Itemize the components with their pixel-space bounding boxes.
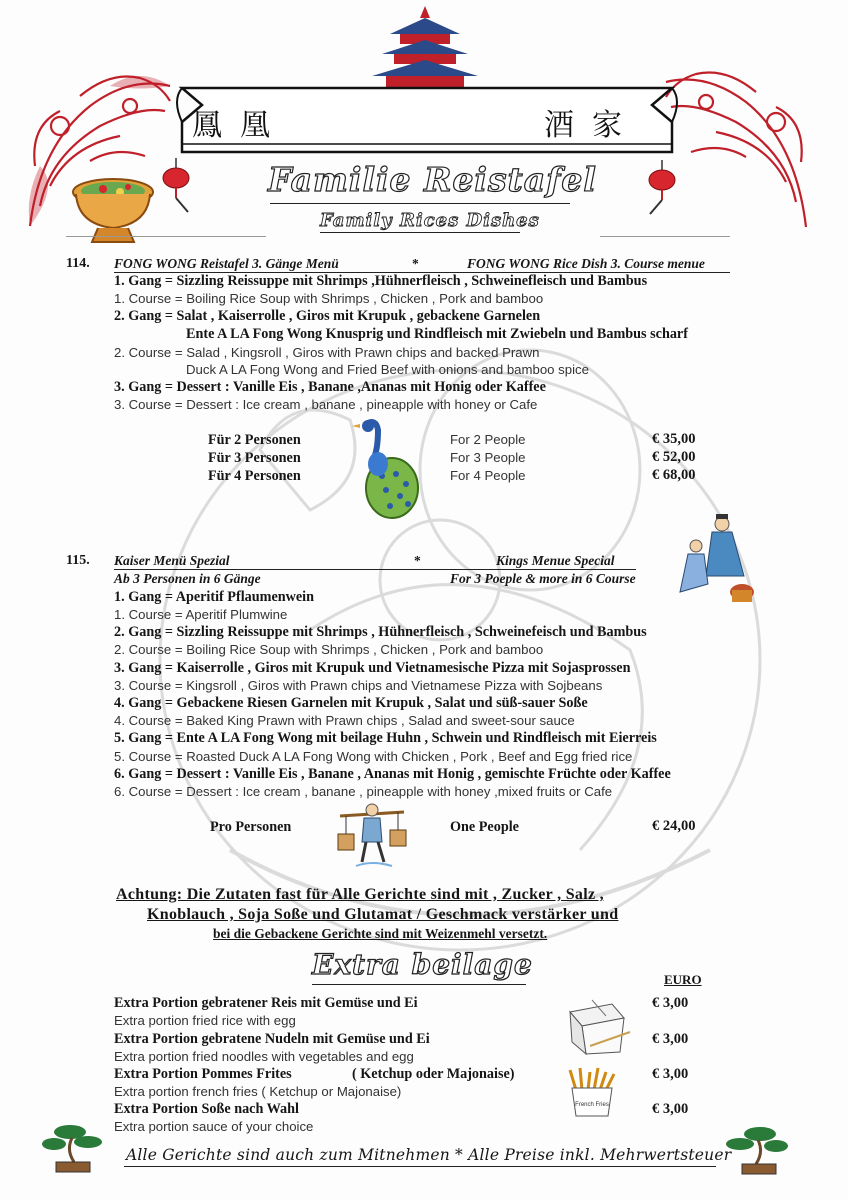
header-divider — [66, 236, 266, 237]
menu-name-en: Kings Menue Special — [496, 553, 615, 568]
price-row-label-de: Pro Personen — [210, 819, 292, 835]
price-value: € 3,00 — [652, 995, 689, 1011]
page-title: Familie Reistafel — [268, 160, 597, 199]
extra-item-en: Extra portion sauce of your choice — [114, 1119, 314, 1134]
water-carrier-icon — [336, 800, 408, 870]
menu-number: 114. — [66, 256, 90, 271]
price-value: € 3,00 — [652, 1066, 689, 1082]
title-underline — [270, 203, 570, 204]
price-row-label-en: For 2 People — [450, 432, 526, 447]
extra-item-de: Extra Portion Soße nach Wahl — [114, 1101, 299, 1117]
extra-item-de: Extra Portion Pommes Frites — [114, 1066, 292, 1082]
allergen-notice-line3: bei die Gebackene Gerichte sind mit Weizenmehl versetzt. — [213, 926, 548, 941]
price-row-label-en: For 4 People — [450, 468, 526, 483]
course-de: Ente A LA Fong Wong Knusprig und Rindfleisch mit Zwiebeln und Bambus scharf — [186, 326, 688, 342]
course-en: 3. Course = Dessert : Ice cream , banane , pineapple with honey or Cafe — [114, 397, 538, 412]
price-value: € 3,00 — [652, 1031, 689, 1047]
course-de: 2. Gang = Sizzling Reissuppe mit Shrimps , Hühnerfleisch , Schweinefeisch und Bambus — [114, 624, 647, 640]
extra-item-en: Extra portion fried noodles with vegetables and egg — [114, 1049, 414, 1064]
bonsai-icon — [40, 1120, 110, 1176]
price-row-label-de: Für 4 Personen — [208, 468, 301, 484]
lantern-icon — [642, 160, 682, 220]
extras-title-underline — [312, 984, 526, 985]
menu-subtitle-de: Ab 3 Personen in 6 Gänge — [114, 571, 261, 586]
peacock-icon — [348, 418, 424, 520]
family-figures-icon — [672, 512, 760, 606]
price-row-label-de: Für 3 Personen — [208, 450, 301, 466]
price-value: € 24,00 — [652, 818, 696, 834]
fries-box-label: French Fries — [575, 1102, 609, 1108]
currency-header: EURO — [664, 972, 702, 987]
course-en: 1. Course = Boiling Rice Soup with Shrimps , Chicken , Pork and bamboo — [114, 291, 544, 306]
extra-item-de-note: ( Ketchup oder Majonaise) — [352, 1066, 515, 1082]
menu-name-de: FONG WONG Reistafel 3. Gänge Menü — [114, 256, 339, 271]
footer-note: Alle Gerichte sind auch zum Mitnehmen * Alle Preise inkl. Mehrwertsteuer — [126, 1146, 732, 1164]
course-de: 1. Gang = Aperitif Pflaumenwein — [114, 589, 315, 605]
price-row-label-en: One People — [450, 819, 519, 835]
price-row-label-de: Für 2 Personen — [208, 432, 301, 448]
menu-number: 115. — [66, 553, 90, 568]
lantern-icon — [156, 158, 196, 218]
restaurant-name-chinese-left: 鳳凰 — [192, 108, 288, 143]
course-de: 4. Gang = Gebackene Riesen Garnelen mit Krupuk , Salat und süß-sauer Soße — [114, 695, 588, 711]
allergen-notice-line2: Knoblauch , Soja Soße und Glutamat / Geschmack verstärker und — [147, 906, 619, 923]
course-en: Duck A LA Fong Wong and Fried Beef with onions and bamboo spice — [186, 362, 589, 377]
menu-subtitle-en: For 3 Poeple & more in 6 Course — [450, 571, 636, 586]
menu-name-en: FONG WONG Rice Dish 3. Course menue — [467, 256, 705, 271]
course-en: 3. Course = Kingsroll , Giros with Prawn chips and Vietnamese Pizza with Sojbeans — [114, 678, 603, 693]
course-de: 2. Gang = Salat , Kaiserrolle , Giros mit Krupuk , gebackene Garnelen — [114, 308, 541, 324]
course-en: 2. Course = Salad , Kingsroll , Giros with Prawn chips and backed Prawn — [114, 345, 540, 360]
course-en: 5. Course = Roasted Duck A LA Fong Wong with Chicken , Pork , Beef and Egg fried rice — [114, 749, 633, 764]
extra-item-de: Extra Portion gebratener Reis mit Gemüse und Ei — [114, 995, 418, 1011]
allergen-notice-line1: Achtung: Die Zutaten fast für Alle Gerichte sind mit , Zucker , Salz , — [116, 886, 604, 903]
menu-separator-star: * — [412, 256, 419, 271]
course-en: 2. Course = Boiling Rice Soup with Shrimps , Chicken , Pork and bamboo — [114, 642, 544, 657]
course-de: 5. Gang = Ente A LA Fong Wong mit beilage Huhn , Schwein und Rindfleisch mit Eierreis — [114, 730, 657, 746]
fries-icon — [564, 1066, 620, 1118]
course-en: 1. Course = Aperitif Plumwine — [114, 607, 288, 622]
price-value: € 68,00 — [652, 467, 696, 483]
header-divider — [600, 236, 730, 237]
restaurant-name-chinese-right: 酒家 — [544, 108, 640, 143]
price-value: € 35,00 — [652, 431, 696, 447]
takeout-box-icon — [562, 996, 632, 1056]
price-row-label-en: For 3 People — [450, 450, 526, 465]
footer-underline — [124, 1166, 716, 1167]
menu-underline — [114, 569, 636, 570]
extra-item-en: Extra portion french fries ( Ketchup or Majonaise) — [114, 1084, 402, 1099]
page-subtitle: Family Rices Dishes — [320, 210, 540, 231]
menu-name-de: Kaiser Menü Spezial — [114, 553, 230, 568]
extra-item-en: Extra portion fried rice with egg — [114, 1013, 296, 1028]
subtitle-underline — [320, 232, 520, 233]
price-value: € 3,00 — [652, 1101, 689, 1117]
course-de: 3. Gang = Dessert : Vanille Eis , Banane ,Ananas mit Honig oder Kaffee — [114, 379, 546, 395]
course-en: 6. Course = Dessert : Ice cream , banane , pineapple with honey ,mixed fruits or Cafe — [114, 784, 613, 799]
extra-item-de: Extra Portion gebratene Nudeln mit Gemüse und Ei — [114, 1031, 430, 1047]
course-de: 3. Gang = Kaiserrolle , Giros mit Krupuk und Vietnamesische Pizza mit Sojasprossen — [114, 660, 631, 676]
course-en: 4. Course = Baked King Prawn with Prawn chips , Salad and sweet-sour sauce — [114, 713, 575, 728]
extras-title: Extra beilage — [312, 948, 533, 981]
course-de: 1. Gang = Sizzling Reissuppe mit Shrimps ,Hühnerfleisch , Schweinefleisch und Bambus — [114, 273, 648, 289]
course-de: 6. Gang = Dessert : Vanille Eis , Banane , Ananas mit Honig , gemischte Früchte oder Kaffee — [114, 766, 671, 782]
menu-separator-star: * — [414, 553, 421, 568]
price-value: € 52,00 — [652, 449, 696, 465]
